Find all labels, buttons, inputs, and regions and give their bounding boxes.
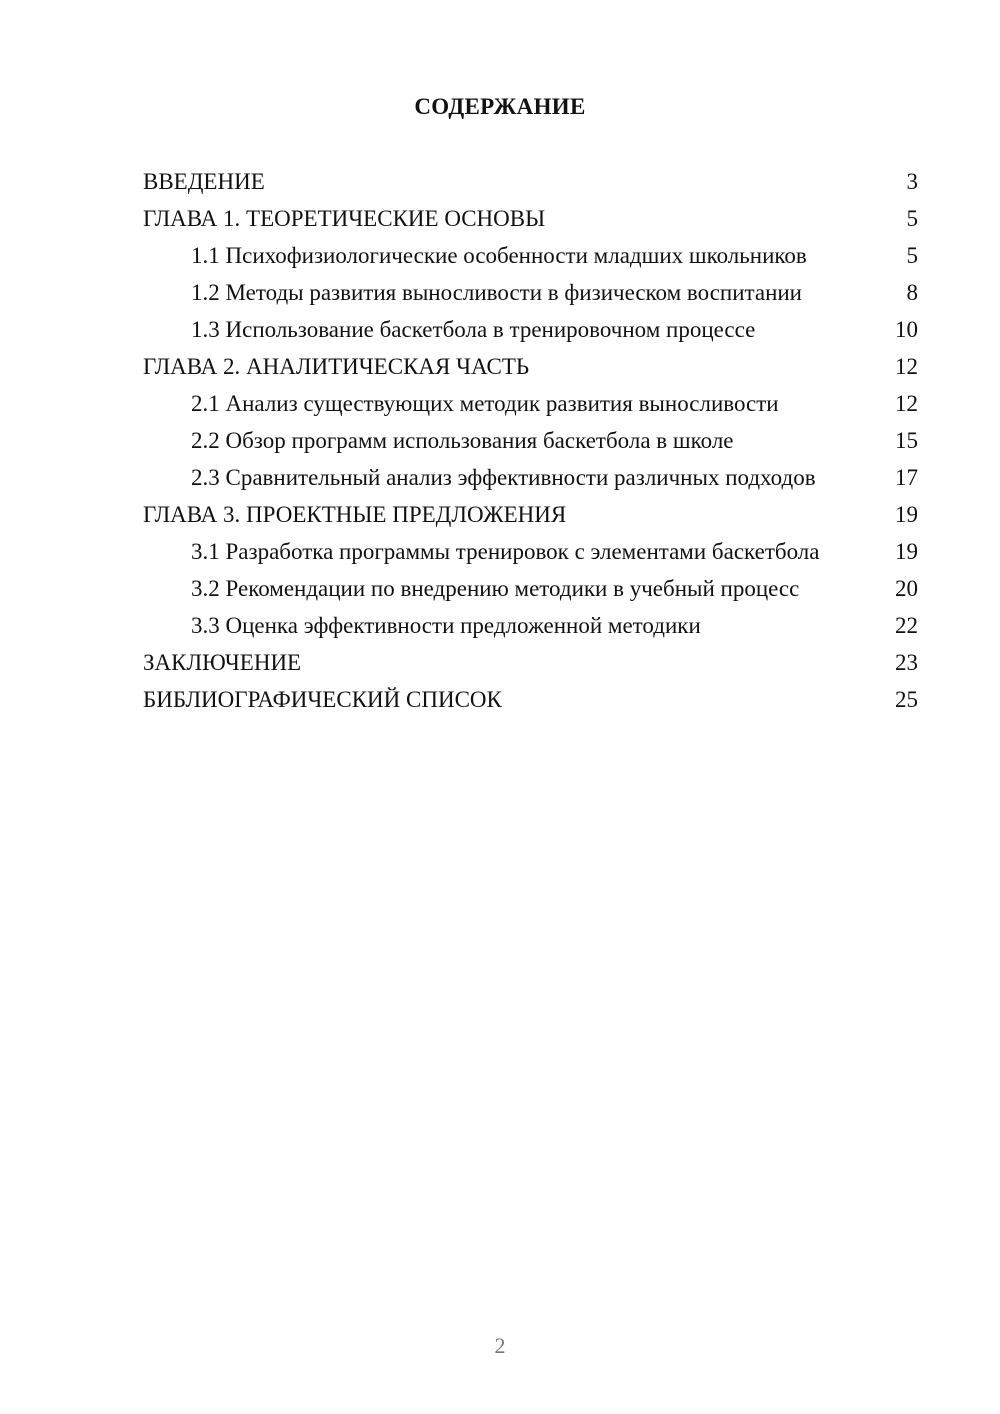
toc-entry-page: 15 bbox=[895, 428, 918, 453]
toc-entry-page: 12 bbox=[895, 354, 918, 379]
toc-entry-label: 1.1 Психофизиологические особенности младших школьников bbox=[191, 243, 807, 268]
toc-entry-section-1-1[interactable] bbox=[143, 242, 918, 269]
toc-entry-chapter-3[interactable] bbox=[143, 501, 918, 528]
toc-entry-section-1-2[interactable] bbox=[143, 279, 918, 306]
toc-entry-chapter-2[interactable] bbox=[143, 353, 918, 380]
toc-entry-page: 23 bbox=[895, 650, 918, 675]
toc-entry-section-3-2[interactable] bbox=[143, 575, 918, 602]
toc-entry-label: 2.1 Анализ существующих методик развития выносливости bbox=[191, 391, 779, 416]
table-of-contents bbox=[143, 168, 918, 723]
toc-entry-conclusion[interactable] bbox=[143, 649, 918, 676]
toc-entry-page: 5 bbox=[906, 243, 918, 268]
toc-entry-section-2-1[interactable] bbox=[143, 390, 918, 417]
toc-entry-label: ГЛАВА 2. АНАЛИТИЧЕСКАЯ ЧАСТЬ bbox=[143, 354, 530, 379]
toc-entry-page: 20 bbox=[895, 576, 918, 601]
toc-entry-introduction[interactable] bbox=[143, 168, 918, 195]
toc-entry-page: 8 bbox=[906, 280, 918, 305]
toc-entry-page: 17 bbox=[895, 465, 918, 490]
toc-entry-page: 5 bbox=[906, 206, 918, 231]
toc-entry-bibliography[interactable] bbox=[143, 686, 918, 713]
toc-entry-section-1-3[interactable] bbox=[143, 316, 918, 343]
toc-entry-label: 1.3 Использование баскетбола в тренировочном процессе bbox=[191, 317, 756, 342]
toc-entry-section-2-3[interactable] bbox=[143, 464, 918, 491]
toc-entry-label: 3.2 Рекомендации по внедрению методики в учебный процесс bbox=[191, 576, 800, 601]
page-number: 2 bbox=[494, 1333, 506, 1358]
page-title: СОДЕРЖАНИЕ bbox=[414, 94, 586, 119]
toc-entry-page: 3 bbox=[906, 169, 918, 194]
toc-entry-section-2-2[interactable] bbox=[143, 427, 918, 454]
toc-entry-label: 2.3 Сравнительный анализ эффективности различных подходов bbox=[191, 465, 816, 490]
toc-entry-page: 12 bbox=[895, 391, 918, 416]
toc-entry-page: 25 bbox=[895, 687, 918, 712]
toc-entry-section-3-3[interactable] bbox=[143, 612, 918, 639]
toc-entry-label: 1.2 Методы развития выносливости в физическом воспитании bbox=[191, 280, 802, 305]
toc-entry-page: 19 bbox=[895, 539, 918, 564]
toc-entry-label: ГЛАВА 3. ПРОЕКТНЫЕ ПРЕДЛОЖЕНИЯ bbox=[143, 502, 567, 527]
toc-entry-chapter-1[interactable] bbox=[143, 205, 918, 232]
toc-entry-label: БИБЛИОГРАФИЧЕСКИЙ СПИСОК bbox=[143, 687, 502, 712]
toc-entry-label: ЗАКЛЮЧЕНИЕ bbox=[143, 650, 302, 675]
toc-entry-label: 3.3 Оценка эффективности предложенной методики bbox=[191, 613, 701, 638]
toc-entry-page: 22 bbox=[895, 613, 918, 638]
toc-entry-label: ГЛАВА 1. ТЕОРЕТИЧЕСКИЕ ОСНОВЫ bbox=[143, 206, 546, 231]
toc-entry-label: ВВЕДЕНИЕ bbox=[143, 169, 265, 194]
toc-entry-page: 10 bbox=[895, 317, 918, 342]
toc-entry-label: 2.2 Обзор программ использования баскетбола в школе bbox=[191, 428, 734, 453]
toc-entry-page: 19 bbox=[895, 502, 918, 527]
toc-entry-label: 3.1 Разработка программы тренировок с элементами баскетбола bbox=[191, 539, 820, 564]
toc-entry-section-3-1[interactable] bbox=[143, 538, 918, 565]
